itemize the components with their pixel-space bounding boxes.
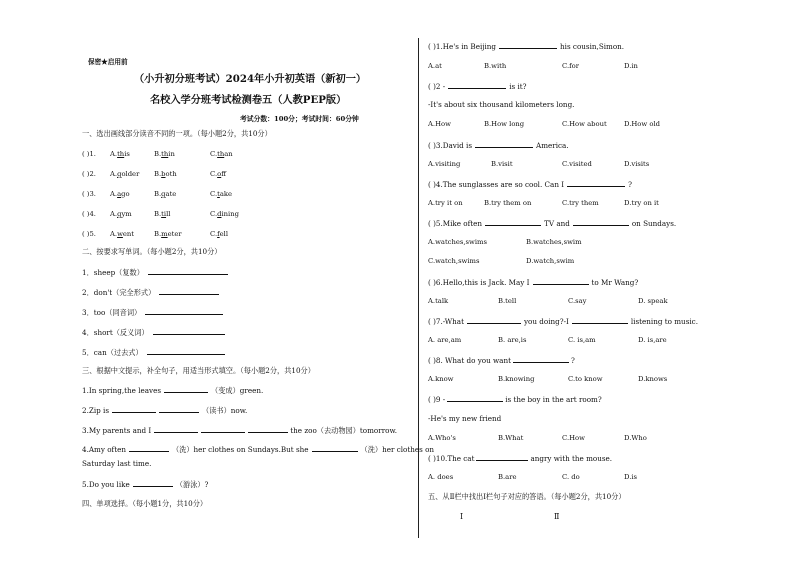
answer-blank[interactable] (572, 316, 628, 324)
mc-question-4: ( )4.The sunglasses are so cool. Can I ? (428, 180, 632, 189)
option-c[interactable]: C.try them (562, 199, 599, 207)
option-b[interactable]: B.tell (498, 297, 517, 305)
option-c[interactable]: C.take (210, 190, 233, 198)
answer-blank[interactable] (485, 218, 541, 226)
confidential-label: 保密★启用前 (88, 58, 128, 66)
answer-blank[interactable] (201, 425, 245, 433)
exam-meta: 考试分数：100分；考试时间：60分钟 (240, 115, 359, 123)
option-c[interactable]: C.say (568, 297, 587, 305)
answer-blank[interactable] (129, 444, 169, 452)
question-number[interactable]: ( )2. (82, 170, 96, 178)
answer-blank[interactable] (147, 347, 225, 355)
option-b[interactable]: B.try them on (484, 199, 532, 207)
fill-question-2: 2.Zip is （读书）now. (82, 406, 248, 415)
word-task-4: 4．short（反义词） (82, 327, 225, 338)
answer-blank[interactable] (148, 267, 228, 275)
word-task-5: 5．can（过去式） (82, 347, 225, 358)
fill-question-1: 1.In spring,the leaves （变成）green. (82, 386, 264, 395)
option-a[interactable]: A. are,am (428, 336, 462, 344)
answer-blank[interactable] (513, 355, 569, 363)
option-a[interactable]: A.know (428, 375, 454, 383)
mc-question-5: ( )5.Mike often TV and on Sundays. (428, 219, 677, 228)
option-a[interactable]: A.Who's (428, 434, 456, 442)
option-a[interactable]: A.golder (110, 170, 140, 178)
mc-question-9-reply: -He's my new friend (428, 414, 502, 423)
option-b[interactable]: B.till (154, 210, 171, 218)
option-d[interactable]: D. speak (638, 297, 668, 305)
option-b[interactable]: B.with (484, 62, 507, 70)
answer-blank[interactable] (475, 140, 533, 148)
answer-blank[interactable] (159, 287, 219, 295)
section2-heading: 二、按要求写单词。（每小题2分，共10分） (82, 247, 222, 256)
option-a[interactable]: A. does (428, 473, 454, 481)
question-number[interactable]: ( )5. (82, 230, 96, 238)
mc-question-8: ( )8. What do you want ? (428, 356, 575, 365)
column-header-1: Ⅰ (460, 512, 464, 521)
question-number[interactable]: ( )3. (82, 190, 96, 198)
option-c[interactable]: C.for (562, 62, 579, 70)
column-divider (418, 38, 419, 538)
option-a[interactable]: A.talk (428, 297, 449, 305)
answer-blank[interactable] (448, 81, 506, 89)
question-number[interactable]: ( )4. (82, 210, 96, 218)
exam-title-line1: （小升初分班考试）2024年小升初英语（新初一） (134, 73, 367, 85)
option-b[interactable]: B.are (498, 473, 517, 481)
mc-question-2-reply: -It's about six thousand kilometers long. (428, 100, 575, 109)
answer-blank[interactable] (112, 405, 156, 413)
option-a[interactable]: A.How (428, 120, 451, 128)
answer-blank[interactable] (447, 394, 503, 402)
option-d[interactable]: D.try on it (624, 199, 659, 207)
answer-blank[interactable] (567, 179, 625, 187)
option-a[interactable]: A.visiting (428, 160, 461, 168)
answer-blank[interactable] (154, 425, 198, 433)
fill-question-5: 5.Do you like （游泳）? (82, 480, 209, 489)
option-b[interactable]: B.thin (154, 150, 175, 158)
word-task-3: 3．too（同音词） (82, 307, 223, 318)
option-c[interactable]: C.visited (562, 160, 592, 168)
mc-question-2: ( )2 - is it? (428, 82, 527, 91)
option-c[interactable]: C.How about (562, 120, 607, 128)
option-a[interactable]: A.at (428, 62, 442, 70)
option-c[interactable]: C. is,am (568, 336, 596, 344)
answer-blank[interactable] (159, 405, 199, 413)
option-c[interactable]: C.fell (210, 230, 229, 238)
option-a[interactable]: A.watches,swims (428, 238, 487, 246)
option-c[interactable]: C.than (210, 150, 233, 158)
answer-blank[interactable] (499, 41, 557, 49)
option-b[interactable]: B.What (498, 434, 524, 442)
right-column (428, 0, 728, 562)
option-b[interactable]: B.meter (154, 230, 182, 238)
section1-heading: 一、选出画线部分读音不同的一项。（每小题2分，共10分） (82, 129, 272, 138)
column-header-2: Ⅱ (554, 512, 560, 521)
option-c[interactable]: C.How (562, 434, 585, 442)
answer-blank[interactable] (248, 425, 288, 433)
mc-question-10: ( )10.The cat angry with the mouse. (428, 454, 613, 463)
section5-heading: 五、从Ⅱ栏中找出Ⅰ栏句子对应的答语。（每小题2分，共10分） (428, 492, 626, 501)
section4-heading: 四、单项选择。（每小题1分，共10分） (82, 499, 208, 508)
mc-question-9: ( )9 - is the boy in the art room? (428, 395, 602, 404)
option-c[interactable]: C.dining (210, 210, 239, 218)
option-a[interactable]: A.this (110, 150, 130, 158)
mc-question-1: ( )1.He's in Beijing his cousin,Simon. (428, 42, 625, 51)
option-d[interactable]: D.knows (638, 375, 668, 383)
option-a[interactable]: A.try it on (428, 199, 463, 207)
option-b[interactable]: B. are,is (498, 336, 527, 344)
section3-heading: 三、根据中文提示，补全句子，用适当形式填空。（每小题2分，共10分） (82, 366, 315, 375)
answer-blank[interactable] (145, 307, 223, 315)
option-d[interactable]: D.visits (624, 160, 650, 168)
option-d[interactable]: D. is,are (638, 336, 667, 344)
mc-question-3: ( )3.David is America. (428, 141, 569, 150)
option-c[interactable]: C. do (562, 473, 580, 481)
answer-blank[interactable] (133, 479, 173, 487)
option-b[interactable]: B.knowing (498, 375, 535, 383)
word-task-1: 1．sheep（复数） (82, 267, 228, 278)
option-a[interactable]: A.ago (110, 190, 130, 198)
answer-blank[interactable] (164, 385, 208, 393)
option-d[interactable]: D.How old (624, 120, 660, 128)
option-d[interactable]: D.in (624, 62, 638, 70)
option-b[interactable]: B.gate (154, 190, 177, 198)
answer-blank[interactable] (467, 316, 521, 324)
option-d[interactable]: D.watch,swim (526, 257, 575, 265)
option-b[interactable]: B.How long (484, 120, 525, 128)
option-c[interactable]: C.watch,swims (428, 257, 480, 265)
fill-question-4: 4.Amy often （洗）her clothes on Sundays.But she （洗）her clothes on (82, 445, 435, 454)
option-c[interactable]: C.off (210, 170, 227, 178)
option-b[interactable]: B.both (154, 170, 177, 178)
exam-title-line2: 名校入学分班考试检测卷五（人教PEP版） (150, 94, 347, 106)
answer-blank[interactable] (476, 453, 528, 461)
mc-question-7: ( )7.-What you doing?-I listening to music. (428, 317, 698, 326)
option-b[interactable]: B.watches,swim (526, 238, 582, 246)
answer-blank[interactable] (573, 218, 629, 226)
option-d[interactable]: D.Who (624, 434, 647, 442)
option-b[interactable]: B.visit (491, 160, 513, 168)
option-a[interactable]: A.gym (110, 210, 132, 218)
option-d[interactable]: D.is (624, 473, 638, 481)
question-number[interactable]: ( )1. (82, 150, 96, 158)
option-c[interactable]: C.to know (568, 375, 603, 383)
mc-question-6: ( )6.Hello,this is Jack. May I to Mr Wang? (428, 278, 639, 287)
fill-question-4-cont: Saturday last time. (82, 459, 152, 468)
fill-question-3: 3.My parents and I the zoo（去动物园）tomorrow. (82, 426, 398, 435)
answer-blank[interactable] (533, 277, 589, 285)
word-task-2: 2．don't（完全形式） (82, 287, 219, 298)
option-a[interactable]: A.went (110, 230, 135, 238)
answer-blank[interactable] (312, 444, 358, 452)
answer-blank[interactable] (153, 327, 225, 335)
